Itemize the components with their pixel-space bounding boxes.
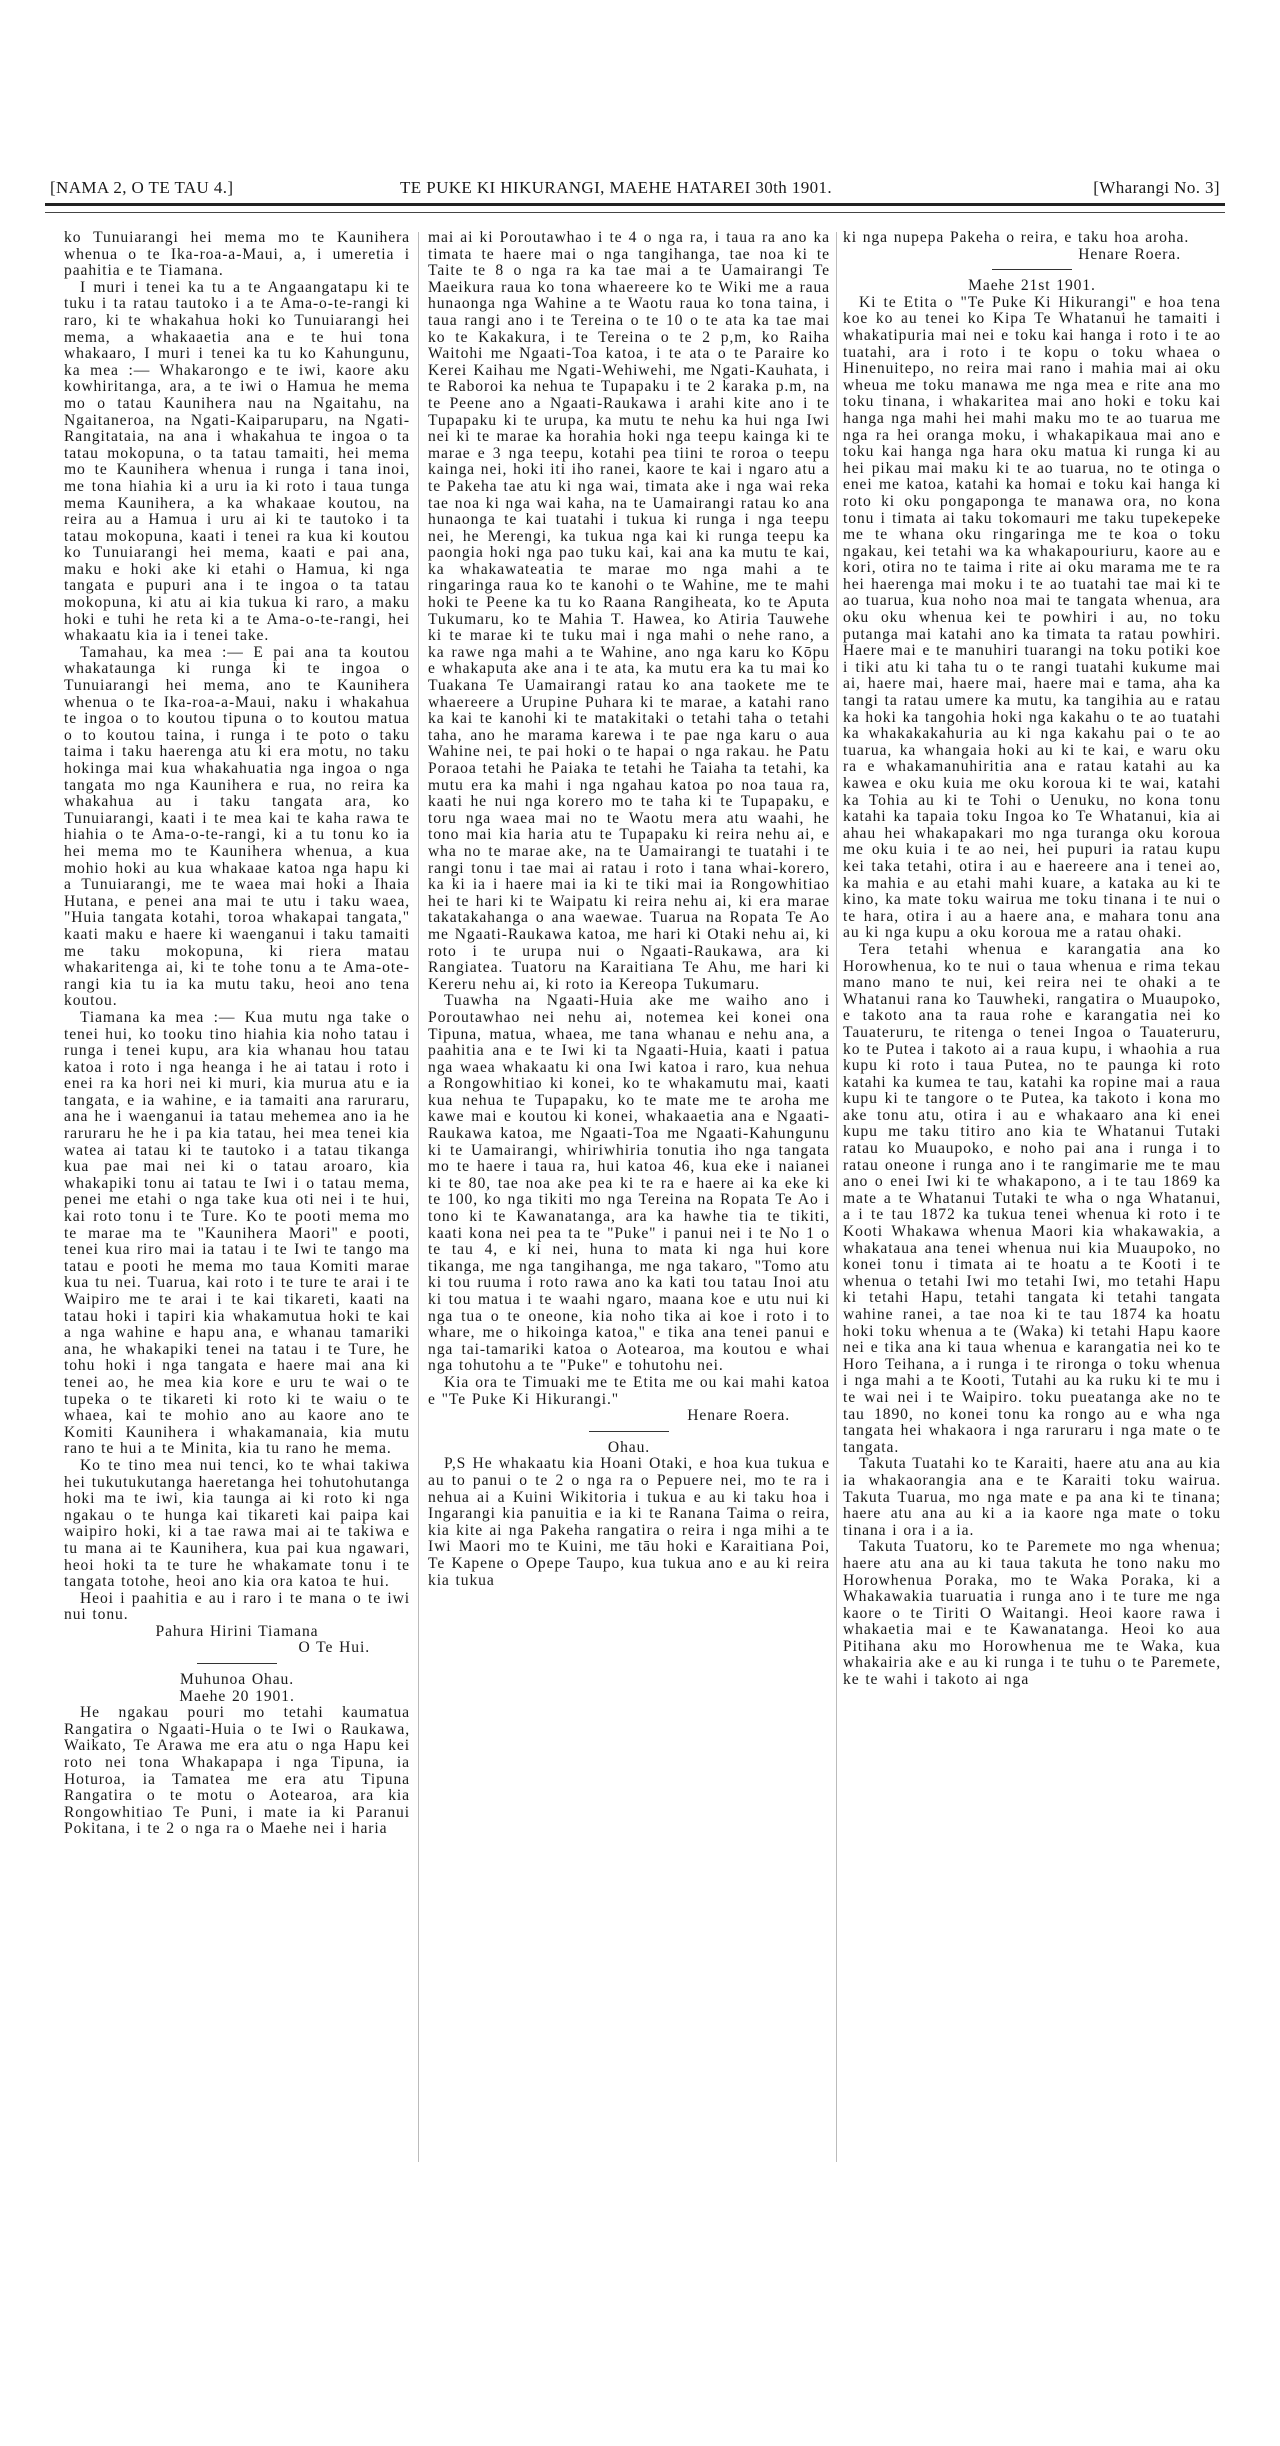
paragraph: Tamahau, ka mea :— E pai ana ta koutou whakataunga ki runga ki te ingoa o Tunuiarangi hei mema, ano te Kaunihera whenua o te Ika-roa-a-Maui, naku i whakahua te ingoa o to koutou tipuna o to koutou matua o to koutou taina, i runga i te poto o taku taima i taku haerenga atu ki era motu, no taku hokinga mai kua whakahuatia nga ingoa o nga tangata mo nga Kaunihera e rua, no reira ka whakahua au i taku tangata ara, ko Tunuiarangi, kaati i te mea kai te kaha rawa te hiahia o te Ama-o-te-rangi, ki a tu tonu ko ia hei mema mo te Kaunihera whenua, a kua mohio hoki au kua whakaae katoa nga hapu ki a Tunuiarangi, me te waea mai hoki a Ihaia Hutana, e penei ana mai te utu i taku waea, "Huia tangata kotahi, toroa whakapai tangata," kaati maku e haere ki waenganui i taku tamaiti me taku mokopuna, ki riera matau whakaritenga ai, ki te tohe tonu a te Ama-ote-rangi kia tu ia ka mutu taku, heoi ano tena koutou. <box>64 643 410 1010</box>
column-1 <box>64 230 410 1838</box>
signature-title: O Te Hui. <box>298 1639 370 1657</box>
masthead <box>40 178 1240 198</box>
paragraph: Tera tetahi whenua e karangatia ana ko Horowhenua, ko te nui o taua whenua e rima tekau mano mano te nui, kei reira nei te ohaki a te Whatanui rana ko Tauwheki, rangatira o Muaupoko, e takoto ana ta raua rohe e karangatia nei ko Tauateruru, te ritenga o tenei Ingoa o Tauateruru, ko te Putea i takoto ai a raua kupu, i whaohia a rua kupu ki roto i taua Putea, no te paunga ki roto katahi ka kumea te tau, katahi ka ropine mai a raua kupu ki te tangore o te Putea, ka takoto i kona mo ake tonu atu, otira i au e whakaaro ana ki enei kupu me taku titiro ano kia te Whatanui Tutaki ratau ko Muaupoko, e noho pai ana i runga i to ratau oneone i runga ano i te rangimarie me te mau ano o enei Iwi ki te whakapono, a i te tau 1869 ka mate a te Whatanui Tutaki te wha o nga Whatanui, a i te tau 1872 ka tukua tenei whenua ki roto i te Kooti Whakawa whenua Maori kia whakawakia, a whakataua ana tenei whenua nui kia Muaupoko, no konei tonu i timata ai te hoatu a te Kooti i te whenua o tetahi Iwi mo tetahi Iwi, mo tetahi Hapu ki tetahi Hapu, tetahi tangata ki tetahi tangata wahine ranei, a tae noa ki te tau 1874 ka hoatu hoki toku whenua a te (Waka) ki tetahi Hapu kaore nei e tika ana ki taua whenua e karangatia nei ko te Horo Teihana, a i runga i te rironga o toku whenua i nga mahi a te Kooti, Tutahi au ka ruku ki te mu i te wai nei i te Waipiro. toku pueatanga ake no te tau 1890, no konei tonu ka rongo au e wha nga tangata hei whakaora i nga raruraru i nga mate o te tangata. <box>843 940 1221 1456</box>
header-rule-thin <box>45 212 1225 213</box>
dateline-place: Muhunoa Ohau. <box>179 1671 295 1689</box>
separator <box>589 1431 669 1432</box>
signature: Pahura Hirini Tiamana <box>155 1622 319 1640</box>
paragraph: I muri i tenei ka tu a te Angaangatapu ki te tuku i ta ratau tautoko i a te Ama-o-te-rangi ki raro, ki te whakahua hoki ko Tunuiarangi hei mema, a whakaaetia ana e te hui tona whakaaro, I muri i tenei ka tu ko Kahungunu, ka mea :— Whakarongo e te iwi, kaore aku kowhiritanga, ara, a te iwi o Hamua he mema mo o tatau Kaunihera nau na Ngaitahu, na Ngaitaneroa, na Ngati-Kaiparuparu, na Ngati-Rangitataia, na ana i whakahua te ingoa o ta tatau mokopuna, o ta tatau tamaiti, hei mema mo te Kaunihera whenua i runga i tana inoi, me tona hiahia ki a uru ia ki roto i taua tunga mema Kaunihera, a ka whakaae koutou, na reira au a Hamua i uru ai ki te tautoko i ta tatau mokopuna, kaati i tenei ra kua ki koutou ko Tunuiarangi hei mema, kaati e pai ana, maku e hoki ake ki etahi o Hamua, ki nga tangata e pupuri ana i te ingoa o ta tatau mokopuna, ki atu ai kia tukua ki raro, a maku hoki e tuhi he reta ki a te Ama-o-te-rangi, hei whakaatu kia ia i tenei take. <box>64 278 410 645</box>
paragraph: Takuta Tuatoru, ko te Paremete mo nga whenua; haere atu ana au ki taua takuta he tono naku mo Horowhenua Poraka, mo te Waka Poraka, ki a Whakawakia tuaruatia i runga ano i te ture me nga kaore o te Tiriti O Waitangi. Heoi kaore rawa i whakaetia mai e te Kawanatanga. Heoi ko aua Pitihana aku mo Horowhenua me te Waka, kua whakairia ake e au ki runga i te tuhu o te Paremete, ke te wahi i takoto ai nga <box>843 1538 1221 1689</box>
paragraph: Tiamana ka mea :— Kua mutu nga take o tenei hui, ko tooku tino hiahia kia noho tatau i runga i tenei kupu, ara kia whanau hou tatau katoa i roto i nga heanga i he ai tatau i roto i enei ra ka hori nei ki muri, kia murua atu e ia tangata, e ia wahine, e ia tamaiti ana raruraru, ana he i waenganui ia tatau mehemea ano ia he raruraru he he i pa kia tatau, hei mea tenei kia watea ai tatau ki te tautoko i a tatau tikanga kua pae mai nei ki o tatau aroaro, kia whakapiki tonu ai tatau te Iwi i o tatau mema, penei me etahi o nga take kua oti nei i te hui, kai roto tonu i te Ture. Ko te pooti mema mo te marae ma te "Kaunihera Maori" e pooti, tenei kua riro mai ia tatau i te Iwi te tango ma tatau e pooti he mema mo taua Komiti marae kua tu nei. Tuarua, kai roto i te ture te arai i te Waipiro me te arai i te kai tikareti, kaati na tatau hoki i tapiri kia whakamutua hoki te kai a nga wahine e hapu ana, e whanau tamariki ana, he whakapiki tenei na tatau i te Ture, he tohu hoki i nga tangata e haere mai ana ki tenei ao, he mea kia kore e uru te wai o te tupeka o te tikareti ki roto ki te waiu o te whaea, kai te mohio ano au kaore ano te Komiti Kaunihera i whakamanaia, kia mutu rano te hui a te Minita, kia tu rano he mema. <box>64 1008 410 1458</box>
page-number: [Wharangi No. 3] <box>1093 178 1220 197</box>
dateline-date: Maehe 21st 1901. <box>968 277 1096 295</box>
dateline-place: Ohau. <box>607 1438 651 1456</box>
header-rule <box>45 203 1225 206</box>
paragraph: Ko te tino mea nui tenci, ko te whai takiwa hei tukutukutanga haeretanga hei tohutohutanga hoki ma te iwi, kia taunga ai ki roto ki nga ngakau o te hunga kai tikareti kai paipa kai waipiro hoki, ki a tae rawa mai ai te takiwa e tu mana ai te Kaunihera, kua pai kua ngawari, heoi hoki ta te ture he whakamate tonu i te tangata totohe, heoi ano kia ora katoa te hui. <box>64 1456 410 1591</box>
paragraph: Takuta Tuatahi ko te Karaiti, haere atu ana au kia ia whakaorangia ana e te Karaiti toku wairua. Takuta Tuarua, mo nga mate e pa ana ki te tinana; haere atu ana au ki a ia kaore nga mate o toku tinana i ora i a ia. <box>843 1455 1221 1539</box>
column-3 <box>843 230 1221 1689</box>
paragraph: mai ai ki Poroutawhao i te 4 o nga ra, i taua ra ano ka timata te haere mai o nga tangihanga, tae noa ki te Taite te 8 o nga ra ka tae mai a te Uamairangi Te Maeikura raua ko tona whaereere ko te Wiki me a raua hunaonga nga Wahine a te Waotu raua ko tona taina, i taua rangi ano i te Tereina o te 10 o te ata ka tae mai ko te Kakakura, i te Tereina o te 2 p,m, ko Raiha Waitohi me Ngaati-Toa katoa, i te ata o te Paraire ko Kerei Kaihau me Ngati-Wehiwehi, me Ngati-Kauhata, i te Raboroi ka nehua te Tupapaku i te 2 karaka p.m, na te Peene ano a Ngaati-Raukawa i arahi kite ano i te Tupapaku ki te urupa, ka mutu te nehu ka hui nga Iwi nei ki te marae ka horahia hoki nga teepu kainga ki te marae e 3 nga teepu, kotahi pea tiini te roroa o teepu kainga nei, hoki iti iho ranei, kaore te kai i ngaro atu a te Pakeha tae atu ki nga wai, timata ake i nga wai reka tae noa ki nga wai kaha, na te Uamairangi ratau ko ana hunaonga te kai tuatahi i tukua ki runga i nga teepu nei, he Merengi, ka tukua nga kai ki runga teepu ka paongia hoki nga pao tuku kai, kai ana ka mutu te kai, ka whakawateatia te marae mo nga mahi a te ringaringa raua ko te kanohi o te Wahine, me te mahi hoki te Peene ka tu ko Raana Rangiheata, ko te Aputa Tukumaru, ko te Mahia T. Hawea, ko Atiria Tauwehe ki te marae ki te tuku mai i nga mahi o nehe rano, a ka rawe nga mahi a te Wahine, ano nga karu ko Kōpu e whakaputa ake ana i te ata, ka mutu era ka tu mai ko Tuakana Te Uamairangi ratau ko ana taokete me te whaereere a Urupine Puhara ki te marae, a katahi rano ka kai te kanohi ki te matakitaki o tetahi taha o tetahi taha, ano he marama karewa i te pae nga karu o aua Wahine nei, te pai hoki o te hapai o nga rakau. he Patu Poraoa tetahi he Paiaka te tetahi he Taiaha ta tetahi, ka mutu era ka mahi i nga ngahau katoa po noa taua ra, kaati he nui nga korero mo te taha ki te Tupapaku, e toru nga waea mai no te Waotu mera atu waahi, he tono mai kia haria atu te Tupapaku ki reira nehu ai, e wha no te marae ake, na te Uamairangi te tuatahi i te rangi tonu i tae mai ai ratau i roto i tana whai-korero, ka ki ia i haere mai ia ki te tiki mai ia Rongowhitiao hei te hari ki te Waipatu ki reira nehu ai, ki era marae takatakahanga o ana waewae. Tuarua na Ropata Te Ao me Ngaati-Raukawa katoa, me hari ki Otaki nehu ai, ki roto i te urupa nui o Ngaati-Raukawa, ara ki Rangiatea. Tuatoru na Karaitiana Te Ahu, me hari ki Kereru nehu ai, ki roto ia Kereopa Tukumaru. <box>428 229 830 993</box>
paragraph: ko Tunuiarangi hei mema mo te Kaunihera whenua o te Ika-roa-a-Maui, a, i umeretia i paahitia e te Tiamana. <box>64 229 410 280</box>
dateline-date: Maehe 20 1901. <box>179 1687 295 1705</box>
column-2 <box>428 230 830 1589</box>
signature: Henare Roera. <box>1078 245 1181 263</box>
paragraph: Ki te Etita o "Te Puke Ki Hikurangi" e hoa tena koe ko au tenei ko Kipa Te Whatanui he tamaiti i whakatipuria mai nei e toku kai hanga i roto i te ao tuatahi, ara i roto i te kopu o toku whaea o Hinenuitepo, no reira mai rano i mahia mai ai oku wheua me toku manawa me nga mea e rite ana mo toku tinana, i whakaritea mai ano hoki e toku kai hanga nga mahi hei mahi maku mo te ao tuarua me nga ra hei oranga moku, i whakapikaua mai ano e toku kai hanga nga hara oku matua ki runga ki au hei pikau mai maku ki te ao tuarua, no te otinga o enei me katoa, katahi ka homai e toku kai hanga ki roto ki oku pongaponga te manawa ora, no kona tonu i timata ai taku tokomauri me taku tupekepeke me te whana oku ringaringa me te koa o toku ngakau, kei tetahi wa ka whakapouriuru, kaore au e kori, otira no te taima i rite ai oku marama me te ra hei haerenga mai moku i te ao tuatahi tae mai ki te ao tuarua, kua noho noa mai te tangata whenua, ara oku oku whenua kei te powhiri i au, no toku putanga mai katahi ano ka timata ta ratau powhiri. Haere mai e te manuhiri tuarangi na toku potiki koe i tiki atu ki taha tu o te rangi tuatahi kukume mai ai, haere mai, haere mai, haere mai e tama, aha ka tangi ta ratau umere ka mutu, ka tangihia au e ratau ka hoki ka tangohia hoki nga kakahu o te ao tuatahi ka whakakakahuria au ki nga kakahu pai o te ao tuarua, ka whangaia hoki au ki te kai, e waru oku ra e whakamanuhiritia ana e ratau katahi au ka kawea e oku kuia me oku koroua ki te wai, katahi ka Tohia au ki te Tohi o Uenuku, no kona tonu katahi ka tapaia toku Ingoa ko Te Whatanui, kia ai ahau hei whakapakari mo nga turanga oku koroua me oku kuia i te ao nei, hei pupuri ia ratau kupu kei taka tetahi, otira i au e haereere ana i tenei ao, ka mahia e au etahi mahi kuare, a kataka au ki te kino, ka mate toku wairua me toku tinana i te nui o te hara, otira i au a haere ana, e mahara tonu ana au ki nga kupu a oku koroua me a ratau ohaki. <box>843 293 1221 942</box>
signature: Henare Roera. <box>687 1407 790 1425</box>
paragraph: P,S He whakaatu kia Hoani Otaki, e hoa kua tukua e au to panui o te 2 o nga ra o Pepuere nei, mo te ra i nehua ai a Kuini Wikitoria i tukua e au ki taku hoa i Ingarangi kia panuitia e ia ki te Ranana Taima o reira, kia kite ai nga Pakeha rangatira o reira i nga mihi a te Iwi Maori mo te Kuini, me tāu hoki e Karaitiana Poi, Te Kapene o Opepe Taupo, kua tukua ano e au ki reira kia tukua <box>428 1455 830 1589</box>
paragraph: Kia ora te Timuaki me te Etita me ou kai mahi katoa e "Te Puke Ki Hikurangi." <box>428 1373 830 1408</box>
separator <box>992 269 1072 270</box>
paragraph: Tuawha na Ngaati-Huia ake me waiho ano i Poroutawhao nei nehu ai, notemea kei konei ona Tipuna, matua, whaea, me tana whanau e nehu ana, a paahitia ana e te Iwi ki ta Ngaati-Huia, kaati i patua nga waea whakaatu ki ona Iwi katoa i raro, kua nehua a Rongowhitiao ki konei, ko te whakamutu mai, kaati kua nehua te Tupapaku, ko te mate me te aroha me kawe mai e koutou ki konei, whakaaetia ana e Ngaati-Raukawa katoa, me Ngaati-Toa me Ngaati-Kahungunu ki te Uamairangi, whiriwhiria tonutia iho nga tangata mo te haere i taua ra, hui katoa 46, kua eke i naianei ki te 80, tae noa ake pea ki te ra e haere ai ka eke ki te 100, ko nga tikiti mo nga Tereina na Ropata Te Ao i tono ki te Kawanatanga, ara ka hawhe tia te tikiti, kaati kona nei pea ta te "Puke" i panui nei i te No 1 o te tau 4, e ki nei, huna to mata ki nga hui kore tikanga, me nga tangihanga, me nga takaro, "Tomo atu ki tou ruuma i roto rawa ano ka kati tou tatau Inoi atu ki tou matua i te waahi ngaro, maana koe e utu nui ki nga tua o te oneone, kia noho tika ai koe i roto i to whare, me o hikoinga katoa," e tika ana tenei panui e nga tai-tamariki katoa o Aotearoa, ma koutou e whai nga tohutohu a te "Puke" e tohutohu nei. <box>428 992 830 1375</box>
separator <box>197 1663 277 1664</box>
issue-number: [NAMA 2, O TE TAU 4.] <box>50 178 234 197</box>
paragraph: He ngakau pouri mo tetahi kaumatua Rangatira o Ngaati-Huia o te Iwi o Raukawa, Waikato, Te Arawa me era atu o nga Hapu kei roto nei tona Whakapapa i nga Tipuna, ia Hoturoa, ia Tamatea me era atu Tipuna Rangatira o te motu o Aotearoa, ara kia Rongowhitiao Te Puni, i mate ia ki Paranui Pokitana, i te 2 o nga ra o Maehe nei i haria <box>64 1704 410 1838</box>
paragraph: ki nga nupepa Pakeha o reira, e taku hoa aroha. <box>843 229 1190 246</box>
column-divider <box>418 232 419 2162</box>
column-divider <box>836 232 837 2162</box>
newspaper-title: TE PUKE KI HIKURANGI, MAEHE HATAREI 30th 1901. <box>400 178 833 197</box>
paragraph: Heoi i paahitia e au i raro i te mana o te iwi nui tonu. <box>64 1589 410 1624</box>
